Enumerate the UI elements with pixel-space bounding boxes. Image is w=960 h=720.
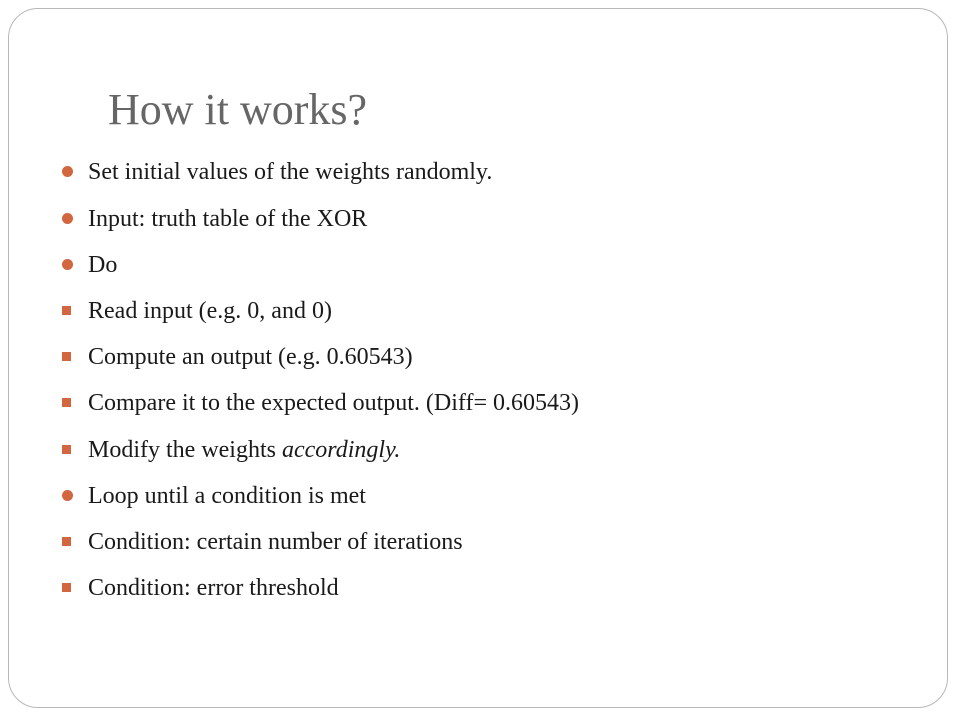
square-bullet-icon [62,306,71,315]
bullet-text: Condition: certain number of iterations [88,529,463,555]
square-bullet-icon [62,398,71,407]
bullet-text: Condition: error threshold [88,575,339,601]
square-bullet-icon [62,445,71,454]
bullet-text: Compare it to the expected output. (Diff= 0.60543) [88,390,579,416]
bullet-text: Read input (e.g. 0, and 0) [88,298,332,324]
circle-bullet-icon [62,213,73,224]
circle-bullet-icon [62,490,73,501]
circle-bullet-icon [62,259,73,270]
square-bullet-icon [62,583,71,592]
bullet-text-emphasis: accordingly. [281,437,401,463]
bullet-text: Do [88,252,118,278]
bullet-text: Input: truth table of the XOR [88,206,368,232]
bullet-text-plain: Modify the weights [88,437,282,463]
bullet-text [88,435,400,465]
bullet-text: Set initial values of the weights randomly. [88,159,493,185]
square-bullet-icon [62,537,71,546]
square-bullet-icon [62,352,71,361]
slide-title: How it works? [108,85,368,134]
circle-bullet-icon [62,166,73,177]
bullet-text: Loop until a condition is met [88,483,366,509]
bullet-text: Compute an output (e.g. 0.60543) [88,344,413,370]
